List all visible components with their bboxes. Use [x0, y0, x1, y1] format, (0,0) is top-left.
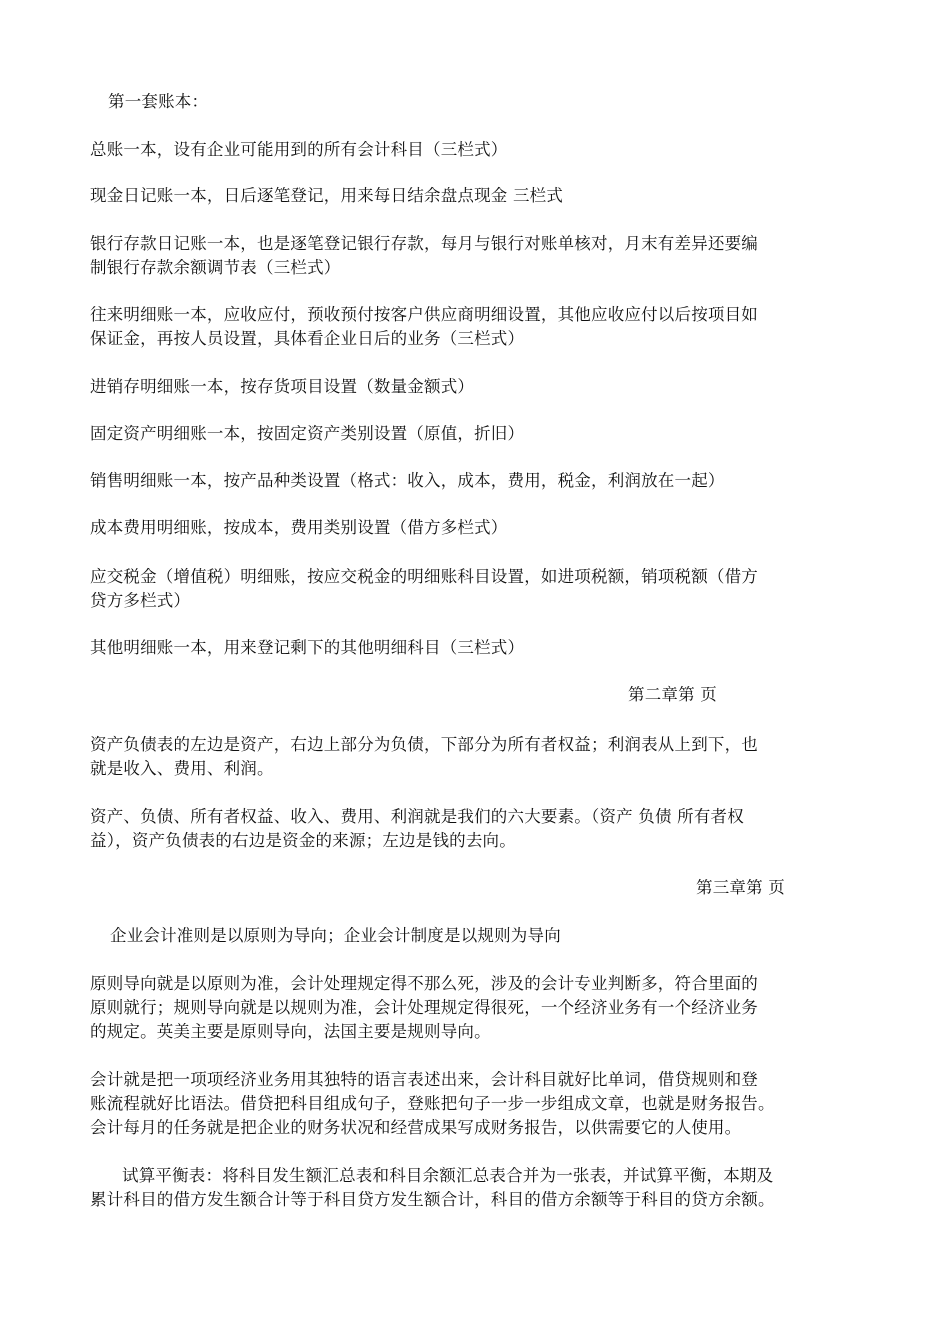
paragraph-trial-balance-line2: 累计科目的借方发生额合计等于科目贷方发生额合计，科目的借方余额等于科目的贷方余额。 [90, 1190, 775, 1209]
paragraph-trial-balance-line1: 试算平衡表：将科目发生额汇总表和科目余额汇总表合并为一张表，并试算平衡，本期及 [122, 1166, 774, 1185]
paragraph-accounts-ledger-line1: 往来明细账一本，应收应付，预收预付按客户供应商明细设置，其他应收应付以后按项目如 [90, 305, 758, 324]
paragraph-standards-vs-system: 企业会计准则是以原则为导向；企业会计制度是以规则为导向 [110, 926, 561, 945]
paragraph-tax-ledger-line2: 贷方多栏式） [90, 591, 191, 610]
paragraph-balance-sheet-line1: 资产负债表的左边是资产，右边上部分为负债，下部分为所有者权益；利润表从上到下，也 [90, 735, 758, 754]
paragraph-six-elements-line2: 益），资产负债表的右边是资金的来源；左边是钱的去向。 [90, 831, 516, 850]
paragraph-balance-sheet-line2: 就是收入、费用、利润。 [90, 759, 274, 778]
paragraph-fixed-assets-ledger: 固定资产明细账一本，按固定资产类别设置（原值，折旧） [90, 424, 525, 443]
paragraph-accounts-ledger-line2: 保证金，再按人员设置，具体看企业日后的业务（三栏式） [90, 329, 525, 348]
paragraph-sales-ledger: 销售明细账一本，按产品种类设置（格式：收入，成本，费用，税金，利润放在一起） [90, 471, 725, 490]
paragraph-accounting-language-line2: 账流程就好比语法。借贷把科目组成句子，登账把句子一步一步组成文章，也就是财务报告。 [90, 1094, 775, 1113]
paragraph-bank-journal-line1: 银行存款日记账一本，也是逐笔登记银行存款，每月与银行对账单核对，月末有差异还要编 [90, 234, 758, 253]
paragraph-inventory-ledger: 进销存明细账一本，按存货项目设置（数量金额式） [90, 377, 475, 396]
paragraph-bank-journal-line2: 制银行存款余额调节表（三栏式） [90, 258, 341, 277]
paragraph-principle-rule-line2: 原则就行；规则导向就是以规则为准，会计处理规定得很死，一个经济业务有一个经济业务 [90, 998, 758, 1017]
section-heading-first-ledger-set: 第一套账本： [108, 92, 209, 111]
chapter-two-heading: 第二章第 页 [628, 685, 717, 704]
paragraph-general-ledger: 总账一本，设有企业可能用到的所有会计科目（三栏式） [90, 140, 508, 159]
paragraph-accounting-language-line3: 会计每月的任务就是把企业的财务状况和经营成果写成财务报告，以供需要它的人使用。 [90, 1118, 742, 1137]
paragraph-other-ledger: 其他明细账一本，用来登记剩下的其他明细科目（三栏式） [90, 638, 525, 657]
paragraph-accounting-language-line1: 会计就是把一项项经济业务用其独特的语言表述出来，会计科目就好比单词，借贷规则和登 [90, 1070, 758, 1089]
paragraph-tax-ledger-line1: 应交税金（增值税）明细账，按应交税金的明细账科目设置，如进项税额，销项税额（借方 [90, 567, 758, 586]
paragraph-principle-rule-line1: 原则导向就是以原则为准，会计处理规定得不那么死，涉及的会计专业判断多，符合里面的 [90, 974, 758, 993]
paragraph-six-elements-line1: 资产、负债、所有者权益、收入、费用、利润就是我们的六大要素。（资产 负债 所有者权 [90, 807, 744, 826]
paragraph-cash-journal: 现金日记账一本，日后逐笔登记，用来每日结余盘点现金 三栏式 [90, 186, 564, 205]
paragraph-cost-expense-ledger: 成本费用明细账，按成本，费用类别设置（借方多栏式） [90, 518, 508, 537]
chapter-three-heading: 第三章第 页 [696, 878, 785, 897]
paragraph-principle-rule-line3: 的规定。英美主要是原则导向，法国主要是规则导向。 [90, 1022, 491, 1041]
